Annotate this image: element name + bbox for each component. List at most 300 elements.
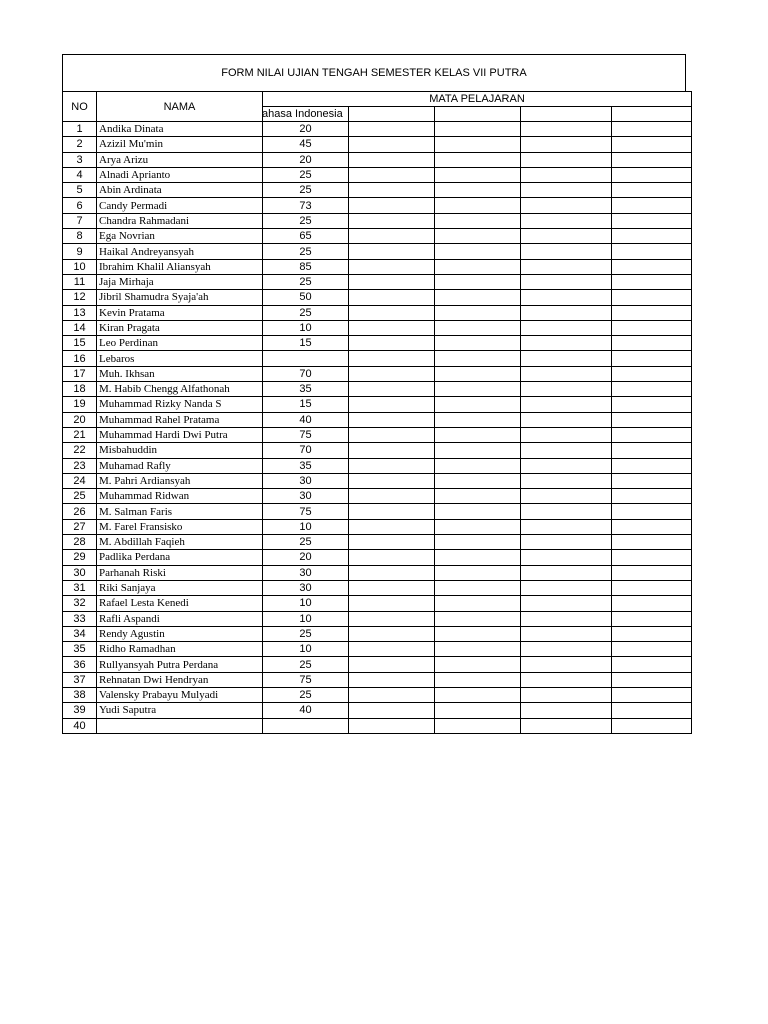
grade-empty bbox=[521, 565, 612, 580]
grade-empty bbox=[435, 137, 521, 152]
grade-empty bbox=[612, 382, 692, 397]
table-row bbox=[63, 198, 692, 213]
grade-empty bbox=[435, 703, 521, 718]
student-name: Candy Permadi bbox=[97, 198, 263, 213]
grade-empty bbox=[612, 320, 692, 335]
grade-empty bbox=[612, 611, 692, 626]
table-row bbox=[63, 229, 692, 244]
grade-empty bbox=[612, 473, 692, 488]
grade-bahasa-indonesia: 30 bbox=[263, 580, 349, 595]
table-row bbox=[63, 535, 692, 550]
grade-bahasa-indonesia: 10 bbox=[263, 320, 349, 335]
grade-empty bbox=[435, 152, 521, 167]
table-row bbox=[63, 596, 692, 611]
row-number: 34 bbox=[63, 626, 97, 641]
student-name: Riki Sanjaya bbox=[97, 580, 263, 595]
grade-empty bbox=[612, 274, 692, 289]
table-row bbox=[63, 167, 692, 182]
row-number: 9 bbox=[63, 244, 97, 259]
row-number: 5 bbox=[63, 183, 97, 198]
row-number: 30 bbox=[63, 565, 97, 580]
grade-empty bbox=[349, 305, 435, 320]
grade-empty bbox=[435, 458, 521, 473]
grade-empty bbox=[521, 611, 612, 626]
table-row bbox=[63, 152, 692, 167]
grade-empty bbox=[521, 580, 612, 595]
row-number: 31 bbox=[63, 580, 97, 595]
student-name: Muhamad Rafly bbox=[97, 458, 263, 473]
grade-empty bbox=[349, 274, 435, 289]
grade-empty bbox=[612, 397, 692, 412]
grade-empty bbox=[349, 473, 435, 488]
grade-empty bbox=[521, 718, 612, 733]
grade-empty bbox=[612, 519, 692, 534]
grade-empty bbox=[435, 397, 521, 412]
grade-empty bbox=[612, 259, 692, 274]
grade-empty bbox=[349, 718, 435, 733]
grade-bahasa-indonesia: 15 bbox=[263, 397, 349, 412]
grade-empty bbox=[349, 290, 435, 305]
grade-empty bbox=[521, 626, 612, 641]
grade-empty bbox=[435, 657, 521, 672]
grade-empty bbox=[349, 535, 435, 550]
row-number: 20 bbox=[63, 412, 97, 427]
table-row bbox=[63, 305, 692, 320]
row-number: 40 bbox=[63, 718, 97, 733]
grade-bahasa-indonesia: 10 bbox=[263, 519, 349, 534]
grade-empty bbox=[435, 382, 521, 397]
grade-empty bbox=[435, 687, 521, 702]
grade-empty bbox=[349, 259, 435, 274]
grade-empty bbox=[612, 152, 692, 167]
grade-empty bbox=[521, 427, 612, 442]
grade-bahasa-indonesia: 73 bbox=[263, 198, 349, 213]
grade-empty bbox=[521, 458, 612, 473]
row-number: 6 bbox=[63, 198, 97, 213]
student-name bbox=[97, 718, 263, 733]
row-number: 22 bbox=[63, 443, 97, 458]
grade-empty bbox=[612, 657, 692, 672]
row-number: 14 bbox=[63, 320, 97, 335]
grade-empty bbox=[521, 137, 612, 152]
row-number: 11 bbox=[63, 274, 97, 289]
table-row bbox=[63, 137, 692, 152]
header-no: NO bbox=[63, 92, 97, 122]
grade-empty bbox=[612, 366, 692, 381]
grades-table bbox=[62, 91, 692, 734]
grade-bahasa-indonesia: 75 bbox=[263, 672, 349, 687]
grade-empty bbox=[521, 382, 612, 397]
row-number: 25 bbox=[63, 489, 97, 504]
grade-bahasa-indonesia: 75 bbox=[263, 504, 349, 519]
row-number: 35 bbox=[63, 642, 97, 657]
grade-empty bbox=[435, 213, 521, 228]
grade-empty bbox=[521, 183, 612, 198]
grade-empty bbox=[521, 336, 612, 351]
grade-empty bbox=[349, 229, 435, 244]
table-row bbox=[63, 382, 692, 397]
grade-bahasa-indonesia: 25 bbox=[263, 183, 349, 198]
table-row bbox=[63, 397, 692, 412]
form-title: FORM NILAI UJIAN TENGAH SEMESTER KELAS VII PUTRA bbox=[62, 54, 686, 91]
table-row bbox=[63, 336, 692, 351]
grade-empty bbox=[435, 320, 521, 335]
table-row bbox=[63, 550, 692, 565]
grade-empty bbox=[435, 642, 521, 657]
grade-empty bbox=[612, 642, 692, 657]
grade-empty bbox=[521, 596, 612, 611]
grade-empty bbox=[435, 336, 521, 351]
table-row bbox=[63, 244, 692, 259]
table-row bbox=[63, 565, 692, 580]
grade-empty bbox=[349, 565, 435, 580]
header-subject-bahasa-indonesia: ahasa Indonesia bbox=[263, 107, 349, 122]
grade-empty bbox=[612, 305, 692, 320]
student-name: Lebaros bbox=[97, 351, 263, 366]
student-name: Muh. Ikhsan bbox=[97, 366, 263, 381]
row-number: 26 bbox=[63, 504, 97, 519]
row-number: 4 bbox=[63, 167, 97, 182]
grade-bahasa-indonesia: 40 bbox=[263, 412, 349, 427]
grade-empty bbox=[349, 382, 435, 397]
grade-empty bbox=[521, 703, 612, 718]
table-row bbox=[63, 320, 692, 335]
grade-empty bbox=[349, 152, 435, 167]
grade-empty bbox=[349, 519, 435, 534]
student-name: Muhammad Rahel Pratama bbox=[97, 412, 263, 427]
grade-bahasa-indonesia: 70 bbox=[263, 366, 349, 381]
row-number: 39 bbox=[63, 703, 97, 718]
student-name: Muhammad Rizky Nanda S bbox=[97, 397, 263, 412]
grade-bahasa-indonesia: 50 bbox=[263, 290, 349, 305]
row-number: 23 bbox=[63, 458, 97, 473]
grade-empty bbox=[349, 489, 435, 504]
grade-empty bbox=[612, 489, 692, 504]
grade-empty bbox=[349, 550, 435, 565]
row-number: 21 bbox=[63, 427, 97, 442]
grade-empty bbox=[612, 596, 692, 611]
grade-empty bbox=[435, 535, 521, 550]
grade-empty bbox=[349, 366, 435, 381]
student-name: Rullyansyah Putra Perdana bbox=[97, 657, 263, 672]
table-row bbox=[63, 611, 692, 626]
grade-empty bbox=[435, 489, 521, 504]
grade-empty bbox=[612, 458, 692, 473]
grade-empty bbox=[612, 244, 692, 259]
grade-empty bbox=[612, 290, 692, 305]
grade-empty bbox=[349, 244, 435, 259]
row-number: 7 bbox=[63, 213, 97, 228]
table-row bbox=[63, 626, 692, 641]
grade-empty bbox=[612, 427, 692, 442]
grade-empty bbox=[612, 137, 692, 152]
table-row bbox=[63, 672, 692, 687]
student-name: Muhammad Ridwan bbox=[97, 489, 263, 504]
table-row bbox=[63, 657, 692, 672]
student-name: M. Pahri Ardiansyah bbox=[97, 473, 263, 488]
student-name: Kiran Pragata bbox=[97, 320, 263, 335]
student-name: Rafli Aspandi bbox=[97, 611, 263, 626]
grade-empty bbox=[521, 397, 612, 412]
grade-empty bbox=[612, 213, 692, 228]
grade-bahasa-indonesia: 25 bbox=[263, 626, 349, 641]
grade-empty bbox=[612, 336, 692, 351]
grade-empty bbox=[349, 596, 435, 611]
student-name: Alnadi Aprianto bbox=[97, 167, 263, 182]
grade-empty bbox=[435, 519, 521, 534]
grade-empty bbox=[612, 718, 692, 733]
grade-empty bbox=[435, 305, 521, 320]
table-row bbox=[63, 122, 692, 137]
student-name: M. Habib Chengg Alfathonah bbox=[97, 382, 263, 397]
grade-empty bbox=[521, 122, 612, 137]
grade-empty bbox=[349, 336, 435, 351]
student-name: Kevin Pratama bbox=[97, 305, 263, 320]
table-row bbox=[63, 290, 692, 305]
student-name: Yudi Saputra bbox=[97, 703, 263, 718]
grade-empty bbox=[612, 687, 692, 702]
grade-empty bbox=[349, 320, 435, 335]
grade-empty bbox=[435, 183, 521, 198]
header-subject-empty bbox=[349, 107, 435, 122]
grade-empty bbox=[612, 580, 692, 595]
grade-empty bbox=[349, 580, 435, 595]
grade-empty bbox=[349, 412, 435, 427]
grade-empty bbox=[521, 366, 612, 381]
row-number: 29 bbox=[63, 550, 97, 565]
grade-empty bbox=[349, 703, 435, 718]
grade-empty bbox=[435, 244, 521, 259]
student-name: Padlika Perdana bbox=[97, 550, 263, 565]
student-name: Abin Ardinata bbox=[97, 183, 263, 198]
grade-empty bbox=[521, 657, 612, 672]
row-number: 33 bbox=[63, 611, 97, 626]
grade-empty bbox=[435, 580, 521, 595]
grade-empty bbox=[521, 351, 612, 366]
grade-empty bbox=[435, 122, 521, 137]
grade-bahasa-indonesia: 10 bbox=[263, 611, 349, 626]
row-number: 37 bbox=[63, 672, 97, 687]
grade-bahasa-indonesia: 10 bbox=[263, 642, 349, 657]
grade-empty bbox=[521, 152, 612, 167]
grade-empty bbox=[612, 535, 692, 550]
grade-bahasa-indonesia: 30 bbox=[263, 565, 349, 580]
grade-empty bbox=[435, 626, 521, 641]
student-name: M. Abdillah Faqieh bbox=[97, 535, 263, 550]
grade-bahasa-indonesia: 25 bbox=[263, 244, 349, 259]
grade-empty bbox=[435, 290, 521, 305]
grade-empty bbox=[349, 626, 435, 641]
grade-empty bbox=[612, 626, 692, 641]
student-name: Arya Arizu bbox=[97, 152, 263, 167]
grade-empty bbox=[612, 443, 692, 458]
row-number: 12 bbox=[63, 290, 97, 305]
grade-empty bbox=[521, 535, 612, 550]
row-number: 2 bbox=[63, 137, 97, 152]
table-row bbox=[63, 351, 692, 366]
grade-empty bbox=[521, 504, 612, 519]
grade-empty bbox=[435, 550, 521, 565]
row-number: 16 bbox=[63, 351, 97, 366]
header-subject-empty bbox=[435, 107, 521, 122]
row-number: 19 bbox=[63, 397, 97, 412]
table-row bbox=[63, 259, 692, 274]
grade-empty bbox=[349, 183, 435, 198]
grade-empty bbox=[612, 198, 692, 213]
table-row bbox=[63, 412, 692, 427]
grade-empty bbox=[612, 550, 692, 565]
grade-empty bbox=[521, 473, 612, 488]
grade-bahasa-indonesia: 25 bbox=[263, 535, 349, 550]
grade-empty bbox=[612, 351, 692, 366]
grade-bahasa-indonesia bbox=[263, 351, 349, 366]
table-row bbox=[63, 473, 692, 488]
grade-bahasa-indonesia: 25 bbox=[263, 305, 349, 320]
grade-empty bbox=[612, 703, 692, 718]
row-number: 36 bbox=[63, 657, 97, 672]
student-name: Ibrahim Khalil Aliansyah bbox=[97, 259, 263, 274]
row-number: 10 bbox=[63, 259, 97, 274]
row-number: 32 bbox=[63, 596, 97, 611]
grade-empty bbox=[349, 657, 435, 672]
student-name: Parhanah Riski bbox=[97, 565, 263, 580]
grade-empty bbox=[521, 550, 612, 565]
table-row bbox=[63, 703, 692, 718]
table-row bbox=[63, 642, 692, 657]
grade-empty bbox=[612, 504, 692, 519]
grade-bahasa-indonesia: 25 bbox=[263, 274, 349, 289]
grade-bahasa-indonesia: 65 bbox=[263, 229, 349, 244]
grade-bahasa-indonesia: 15 bbox=[263, 336, 349, 351]
grade-bahasa-indonesia: 20 bbox=[263, 122, 349, 137]
student-name: Chandra Rahmadani bbox=[97, 213, 263, 228]
grade-empty bbox=[435, 259, 521, 274]
student-name: Misbahuddin bbox=[97, 443, 263, 458]
student-name: Andika Dinata bbox=[97, 122, 263, 137]
grade-empty bbox=[435, 672, 521, 687]
grade-empty bbox=[521, 519, 612, 534]
grade-bahasa-indonesia: 45 bbox=[263, 137, 349, 152]
grade-empty bbox=[349, 122, 435, 137]
grade-empty bbox=[612, 167, 692, 182]
grade-empty bbox=[521, 244, 612, 259]
row-number: 15 bbox=[63, 336, 97, 351]
table-row bbox=[63, 718, 692, 733]
table-row bbox=[63, 580, 692, 595]
student-name: M. Farel Fransisko bbox=[97, 519, 263, 534]
grade-bahasa-indonesia: 40 bbox=[263, 703, 349, 718]
row-number: 17 bbox=[63, 366, 97, 381]
student-name: Rendy Agustin bbox=[97, 626, 263, 641]
grade-empty bbox=[612, 412, 692, 427]
grade-empty bbox=[349, 687, 435, 702]
grade-empty bbox=[521, 213, 612, 228]
header-subject-empty bbox=[612, 107, 692, 122]
grade-empty bbox=[521, 198, 612, 213]
row-number: 1 bbox=[63, 122, 97, 137]
row-number: 13 bbox=[63, 305, 97, 320]
student-name: Rehnatan Dwi Hendryan bbox=[97, 672, 263, 687]
grade-empty bbox=[521, 672, 612, 687]
grade-empty bbox=[435, 473, 521, 488]
grade-empty bbox=[435, 718, 521, 733]
student-name: Leo Perdinan bbox=[97, 336, 263, 351]
grade-empty bbox=[612, 565, 692, 580]
student-name: Jibril Shamudra Syaja'ah bbox=[97, 290, 263, 305]
grade-empty bbox=[435, 427, 521, 442]
table-row bbox=[63, 443, 692, 458]
grade-empty bbox=[349, 504, 435, 519]
table-row bbox=[63, 183, 692, 198]
header-nama: NAMA bbox=[97, 92, 263, 122]
grade-bahasa-indonesia: 25 bbox=[263, 213, 349, 228]
grade-bahasa-indonesia: 20 bbox=[263, 550, 349, 565]
grade-bahasa-indonesia: 30 bbox=[263, 473, 349, 488]
grade-empty bbox=[349, 443, 435, 458]
student-name: Valensky Prabayu Mulyadi bbox=[97, 687, 263, 702]
grade-empty bbox=[435, 351, 521, 366]
table-row bbox=[63, 366, 692, 381]
student-name: Haikal Andreyansyah bbox=[97, 244, 263, 259]
table-row bbox=[63, 504, 692, 519]
student-name: Azizil Mu'min bbox=[97, 137, 263, 152]
grade-empty bbox=[349, 213, 435, 228]
grade-empty bbox=[435, 366, 521, 381]
grade-empty bbox=[521, 290, 612, 305]
table-row bbox=[63, 274, 692, 289]
grade-bahasa-indonesia: 30 bbox=[263, 489, 349, 504]
grade-empty bbox=[521, 167, 612, 182]
grade-empty bbox=[349, 351, 435, 366]
grade-empty bbox=[521, 687, 612, 702]
grade-empty bbox=[349, 198, 435, 213]
grade-empty bbox=[612, 183, 692, 198]
row-number: 18 bbox=[63, 382, 97, 397]
grade-empty bbox=[435, 596, 521, 611]
grade-bahasa-indonesia: 25 bbox=[263, 687, 349, 702]
grade-empty bbox=[435, 443, 521, 458]
grade-bahasa-indonesia bbox=[263, 718, 349, 733]
row-number: 38 bbox=[63, 687, 97, 702]
grade-empty bbox=[435, 274, 521, 289]
grade-empty bbox=[521, 320, 612, 335]
grade-bahasa-indonesia: 35 bbox=[263, 458, 349, 473]
student-name: M. Salman Faris bbox=[97, 504, 263, 519]
grade-empty bbox=[521, 443, 612, 458]
grade-bahasa-indonesia: 35 bbox=[263, 382, 349, 397]
grade-empty bbox=[521, 642, 612, 657]
student-name: Ridho Ramadhan bbox=[97, 642, 263, 657]
table-row bbox=[63, 427, 692, 442]
grade-empty bbox=[521, 305, 612, 320]
grade-empty bbox=[435, 504, 521, 519]
table-row bbox=[63, 687, 692, 702]
student-name: Ega Novrian bbox=[97, 229, 263, 244]
grade-empty bbox=[435, 412, 521, 427]
student-name: Jaja Mirhaja bbox=[97, 274, 263, 289]
grade-empty bbox=[349, 167, 435, 182]
grade-empty bbox=[349, 611, 435, 626]
grade-empty bbox=[521, 259, 612, 274]
grade-bahasa-indonesia: 25 bbox=[263, 657, 349, 672]
grade-bahasa-indonesia: 10 bbox=[263, 596, 349, 611]
table-row bbox=[63, 458, 692, 473]
grade-empty bbox=[612, 672, 692, 687]
grade-empty bbox=[435, 611, 521, 626]
grade-empty bbox=[349, 642, 435, 657]
grade-bahasa-indonesia: 75 bbox=[263, 427, 349, 442]
header-mata-pelajaran: MATA PELAJARAN bbox=[263, 92, 692, 107]
